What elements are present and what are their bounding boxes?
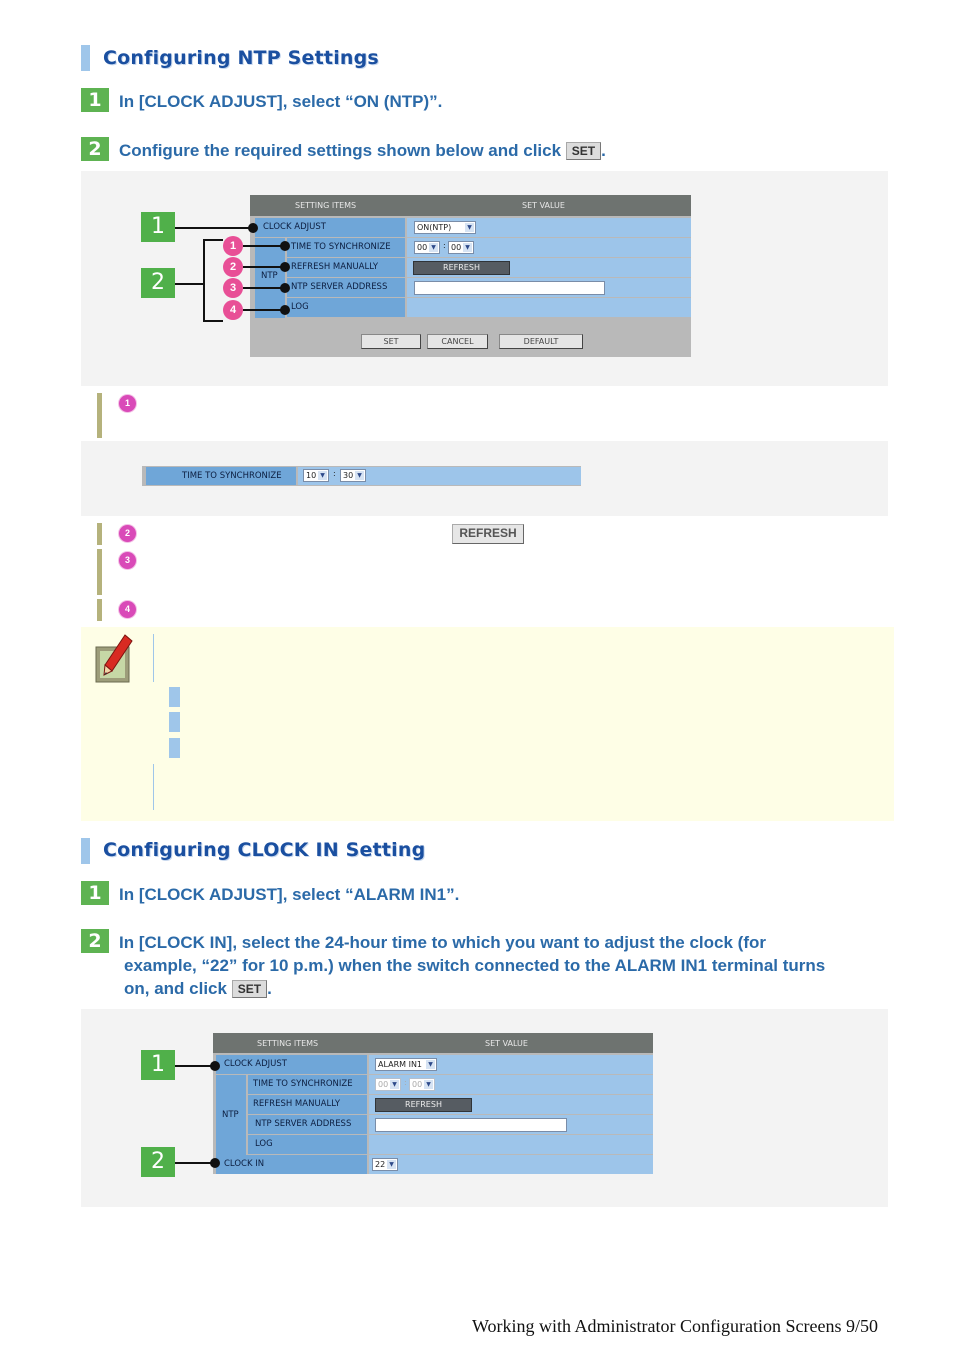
callout-1: 1: [141, 1050, 175, 1080]
step-2-text-body: Configure the required settings shown below and click: [119, 141, 562, 160]
label-clock-adjust: CLOCK ADJUST: [255, 218, 405, 237]
cancel-button[interactable]: CANCEL: [427, 334, 488, 349]
section-heading-bar: [81, 838, 90, 864]
step-2-text-body: on, and click: [124, 979, 227, 998]
select-value: 22: [375, 1160, 386, 1169]
header-set-value: SET VALUE: [485, 1039, 528, 1048]
value-cell: [407, 218, 691, 237]
header-setting-items: SETTING ITEMS: [257, 1039, 319, 1048]
callout-2: 2: [141, 268, 175, 298]
note-item-bar: [97, 393, 102, 438]
time-colon: :: [333, 469, 336, 478]
refresh-button[interactable]: REFRESH: [375, 1098, 472, 1112]
row-refresh: [250, 258, 691, 277]
callout-2: 2: [141, 1147, 175, 1177]
select-value: ON(NTP): [417, 223, 452, 232]
table-header: [250, 195, 691, 216]
note-item-bar: [97, 549, 102, 595]
callout-line: [243, 245, 285, 247]
callout-line: [243, 266, 285, 268]
select-value: 00: [412, 1080, 423, 1089]
callout-1: 1: [141, 212, 175, 242]
row-refresh: [213, 1095, 653, 1114]
section-title-ntp: Configuring NTP Settings: [103, 47, 379, 69]
step-1-text: In [CLOCK ADJUST], select “ON (NTP)”.: [119, 92, 443, 111]
step-badge-1: 1: [81, 88, 109, 112]
memo-bullet: [169, 712, 180, 732]
step-badge-2: 2: [81, 929, 109, 953]
step-1-text: In [CLOCK ADJUST], select “ALARM IN1”.: [119, 885, 460, 904]
callout-line: [243, 287, 285, 289]
step-badge-1: 1: [81, 881, 109, 905]
chevron-down-icon: ▼: [465, 223, 474, 232]
hour-select[interactable]: [303, 469, 329, 482]
memo-bullet: [169, 738, 180, 758]
note-marker-2: 2: [119, 525, 136, 542]
memo-divider: [153, 764, 154, 810]
note-marker-1: 1: [119, 395, 136, 412]
step-2-text: [119, 139, 606, 162]
memo-pencil-icon: [95, 634, 133, 684]
ntp-server-input[interactable]: [414, 281, 605, 295]
step-badge-2: 2: [81, 137, 109, 161]
callout-line: [175, 1065, 215, 1067]
refresh-button[interactable]: REFRESH: [413, 261, 510, 275]
select-value: 10: [306, 471, 317, 480]
ntp-group-label: NTP: [261, 271, 278, 281]
header-set-value: SET VALUE: [522, 201, 565, 210]
label-time-sync: TIME TO SYNCHRONIZE: [248, 1075, 367, 1094]
callout-line: [175, 227, 252, 229]
minute-select[interactable]: [448, 241, 474, 254]
callout-dot: [210, 1158, 220, 1168]
callout-dot: [280, 305, 290, 315]
value-cell: [369, 1075, 653, 1094]
chevron-down-icon: ▼: [426, 1060, 435, 1069]
value-cell: [369, 1095, 653, 1114]
set-button[interactable]: SET: [361, 334, 421, 349]
label-clock-adjust: CLOCK ADJUST: [216, 1055, 367, 1074]
bracket-line: [203, 320, 223, 322]
note-item-bar: [97, 523, 102, 545]
memo-box: [81, 627, 894, 821]
settings-table-ntp: [250, 195, 691, 357]
value-cell: [407, 238, 691, 257]
pink-marker-2: 2: [223, 257, 243, 277]
mini-settings-table: [142, 466, 581, 486]
callout-dot: [280, 241, 290, 251]
clock-adjust-select[interactable]: [375, 1058, 437, 1071]
value-cell: [369, 1155, 653, 1174]
label-server: NTP SERVER ADDRESS: [287, 278, 405, 297]
value-cell: [407, 278, 691, 297]
pink-marker-3: 3: [223, 278, 243, 298]
row-log: [250, 298, 691, 317]
select-value: 00: [451, 243, 462, 252]
label-time-sync: TIME TO SYNCHRONIZE: [287, 238, 405, 257]
step-2-suffix: .: [601, 141, 606, 160]
chevron-down-icon: ▼: [387, 1160, 396, 1169]
step-2-text-line2: example, “22” for 10 p.m.) when the switch connected to the ALARM IN1 terminal turns: [124, 956, 826, 975]
row-time-sync: [250, 238, 691, 257]
label-log: LOG: [287, 298, 405, 317]
select-value: 00: [378, 1080, 389, 1089]
memo-divider: [153, 634, 154, 682]
row-server: [213, 1115, 653, 1134]
chevron-down-icon: ▼: [424, 1080, 433, 1089]
chevron-down-icon: ▼: [429, 243, 438, 252]
bracket-line: [203, 239, 205, 322]
step-2-suffix: .: [267, 979, 272, 998]
value-cell: [369, 1055, 653, 1074]
chevron-down-icon: ▼: [355, 471, 364, 480]
callout-dot: [248, 223, 258, 233]
row-clock-in: [213, 1155, 653, 1174]
callout-line: [175, 283, 204, 285]
value-cell: [369, 1135, 653, 1154]
select-value: ALARM IN1: [378, 1060, 423, 1069]
step-2-text-line1: In [CLOCK IN], select the 24-hour time to which you want to adjust the clock (for: [119, 933, 766, 952]
hour-select[interactable]: [375, 1078, 401, 1091]
minute-select[interactable]: [340, 469, 366, 482]
note-marker-3: 3: [119, 552, 136, 569]
label-server: NTP SERVER ADDRESS: [248, 1115, 367, 1134]
mini-label-time-sync: TIME TO SYNCHRONIZE: [146, 467, 296, 485]
label-clock-in: CLOCK IN: [216, 1155, 367, 1174]
ntp-group-label: NTP: [222, 1110, 239, 1120]
row-clock-adjust: [250, 218, 691, 237]
value-cell: [407, 258, 691, 277]
set-button-ref: SET: [566, 142, 601, 160]
callout-dot: [280, 262, 290, 272]
minute-select[interactable]: [409, 1078, 435, 1091]
set-button-ref: SET: [232, 980, 267, 998]
clock-adjust-select[interactable]: [414, 221, 476, 234]
value-cell: [369, 1115, 653, 1134]
pink-marker-4: 4: [223, 300, 243, 320]
chevron-down-icon: ▼: [318, 471, 327, 480]
chevron-down-icon: ▼: [390, 1080, 399, 1089]
time-colon: :: [404, 1078, 407, 1087]
row-clock-adjust: [213, 1055, 653, 1074]
label-log: LOG: [248, 1135, 367, 1154]
settings-table-clock-in: [213, 1033, 653, 1174]
callout-line: [175, 1162, 215, 1164]
bracket-line: [203, 239, 223, 241]
row-time-sync: [213, 1075, 653, 1094]
hour-select[interactable]: [414, 241, 440, 254]
pink-marker-1: 1: [223, 236, 243, 256]
mini-value-cell: [298, 467, 581, 485]
refresh-button-ref: REFRESH: [452, 524, 524, 544]
value-cell: [407, 298, 691, 317]
row-log: [213, 1135, 653, 1154]
step-2-text-line3: [124, 977, 272, 1000]
clock-in-select[interactable]: [372, 1158, 398, 1171]
select-value: 00: [417, 243, 428, 252]
chevron-down-icon: ▼: [463, 243, 472, 252]
memo-bullet: [169, 687, 180, 707]
row-server: [250, 278, 691, 297]
header-setting-items: SETTING ITEMS: [295, 201, 357, 210]
select-value: 30: [343, 471, 354, 480]
time-colon: :: [443, 241, 446, 250]
callout-line: [243, 309, 285, 311]
note-marker-4: 4: [119, 601, 136, 618]
section-title-clock-in: Configuring CLOCK IN Setting: [103, 839, 426, 861]
note-item-bar: [97, 599, 102, 621]
section-heading-bar: [81, 45, 90, 71]
ntp-server-input[interactable]: [375, 1118, 567, 1132]
table-header: [213, 1033, 653, 1053]
default-button[interactable]: DEFAULT: [499, 334, 583, 349]
page-footer: Working with Administrator Configuration Screens 9/50: [472, 1316, 879, 1336]
callout-dot: [210, 1061, 220, 1071]
label-refresh: REFRESH MANUALLY: [248, 1095, 367, 1114]
callout-dot: [280, 283, 290, 293]
label-refresh: REFRESH MANUALLY: [287, 258, 405, 277]
